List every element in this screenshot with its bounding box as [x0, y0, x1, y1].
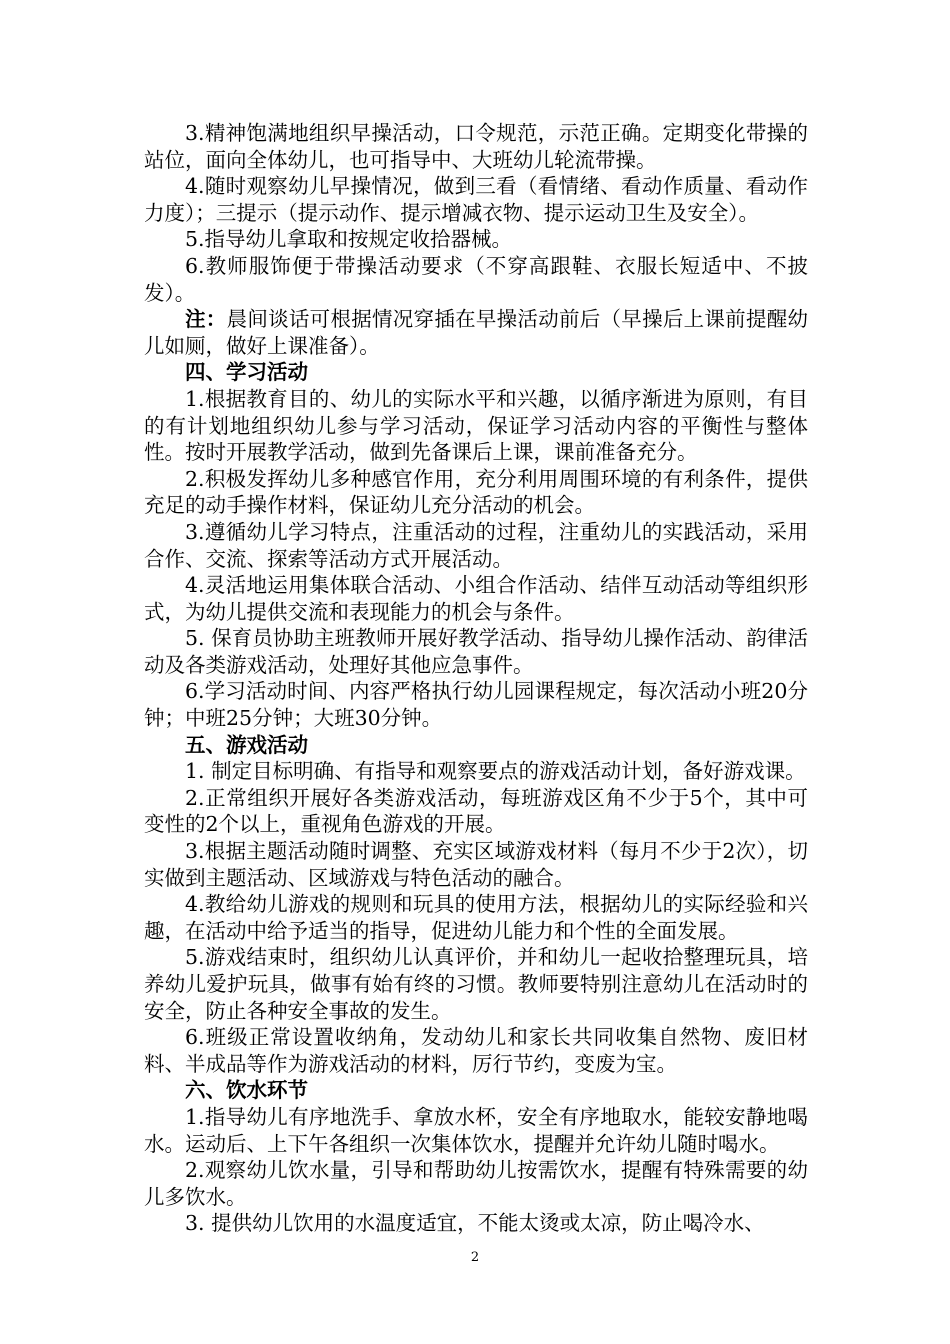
- paragraph: 2.正常组织开展好各类游戏活动，每班游戏区角不少于5个，其中可变性的2个以上，重视角色游戏的开展。: [144, 785, 808, 837]
- paragraph: 4.灵活地运用集体联合活动、小组合作活动、结伴互动活动等组织形式，为幼儿提供交流和表现能力的机会与条件。: [144, 573, 808, 624]
- paragraph: 6.学习活动时间、内容严格执行幼儿园课程规定，每次活动小班20分钟；中班25分钟；大班30分钟。: [144, 679, 808, 731]
- note-text: 晨间谈话可根据情况穿插在早操活动前后（早操后上课前提醒幼儿如厕，做好上课准备）。: [144, 307, 809, 358]
- document-body: [144, 120, 808, 1237]
- paragraph: 2.观察幼儿饮水量，引导和帮助幼儿按需饮水，提醒有特殊需要的幼儿多饮水。: [144, 1158, 808, 1209]
- section-heading-learning: 四、学习活动: [185, 360, 308, 385]
- paragraph: 5.指导幼儿拿取和按规定收拾器械。: [185, 227, 513, 252]
- paragraph: 6.教师服饰便于带操活动要求（不穿高跟鞋、衣服长短适中、不披发）。: [144, 253, 808, 305]
- paragraph: 2.积极发挥幼儿多种感官作用，充分利用周围环境的有利条件，提供充足的动手操作材料，保证幼儿充分活动的机会。: [144, 466, 808, 518]
- paragraph: 1.指导幼儿有序地洗手、拿放水杯，安全有序地取水，能较安静地喝水。运动后、上下午各组织一次集体饮水，提醒并允许幼儿随时喝水。: [144, 1104, 808, 1156]
- section-heading-drinking: 六、饮水环节: [185, 1078, 308, 1103]
- paragraph: 1.根据教育目的、幼儿的实际水平和兴趣，以循序渐进为原则，有目的有计划地组织幼儿参与学习活动，保证学习活动内容的平衡性与整体性。按时开展教学活动，做到先备课后上课，课前准备充分。: [144, 386, 808, 465]
- note-label: 注：: [185, 307, 227, 332]
- paragraph: 4.随时观察幼儿早操情况，做到三看（看情绪、看动作质量、看动作力度）；三提示（提示动作、提示增减衣物、提示运动卫生及安全）。: [144, 174, 808, 225]
- paragraph: 3.精神饱满地组织早操活动，口令规范，示范正确。定期变化带操的站位，面向全体幼儿，也可指导中、大班幼儿轮流带操。: [144, 121, 808, 172]
- page-number: 2: [470, 1250, 480, 1265]
- paragraph: 1. 制定目标明确、有指导和观察要点的游戏活动计划，备好游戏课。: [185, 759, 806, 784]
- paragraph: 5.游戏结束时，组织幼儿认真评价，并和幼儿一起收拾整理玩具，培养幼儿爱护玩具，做事有始有终的习惯。教师要特别注意幼儿在活动时的安全，防止各种安全事故的发生。: [144, 945, 808, 1023]
- note-paragraph: [144, 306, 808, 359]
- paragraph: 3.遵循幼儿学习特点，注重活动的过程，注重幼儿的实践活动，采用合作、交流、探索等活动方式开展活动。: [144, 519, 808, 571]
- paragraph: 5. 保育员协助主班教师开展好教学活动、指导幼儿操作活动、韵律活动及各类游戏活动，处理好其他应急事件。: [144, 626, 808, 677]
- paragraph: 3. 提供幼儿饮用的水温度适宜，不能太烫或太凉，防止喝冷水、: [185, 1211, 765, 1236]
- paragraph: 3.根据主题活动随时调整、充实区域游戏材料（每月不少于2次），切实做到主题活动、区域游戏与特色活动的融合。: [144, 839, 808, 890]
- section-heading-games: 五、游戏活动: [185, 732, 308, 757]
- paragraph: 6.班级正常设置收纳角，发动幼儿和家长共同收集自然物、废旧材料、半成品等作为游戏活动的材料，厉行节约，变废为宝。: [144, 1025, 808, 1076]
- paragraph: 4.教给幼儿游戏的规则和玩具的使用方法，根据幼儿的实际经验和兴趣，在活动中给予适当的指导，促进幼儿能力和个性的全面发展。: [144, 892, 808, 943]
